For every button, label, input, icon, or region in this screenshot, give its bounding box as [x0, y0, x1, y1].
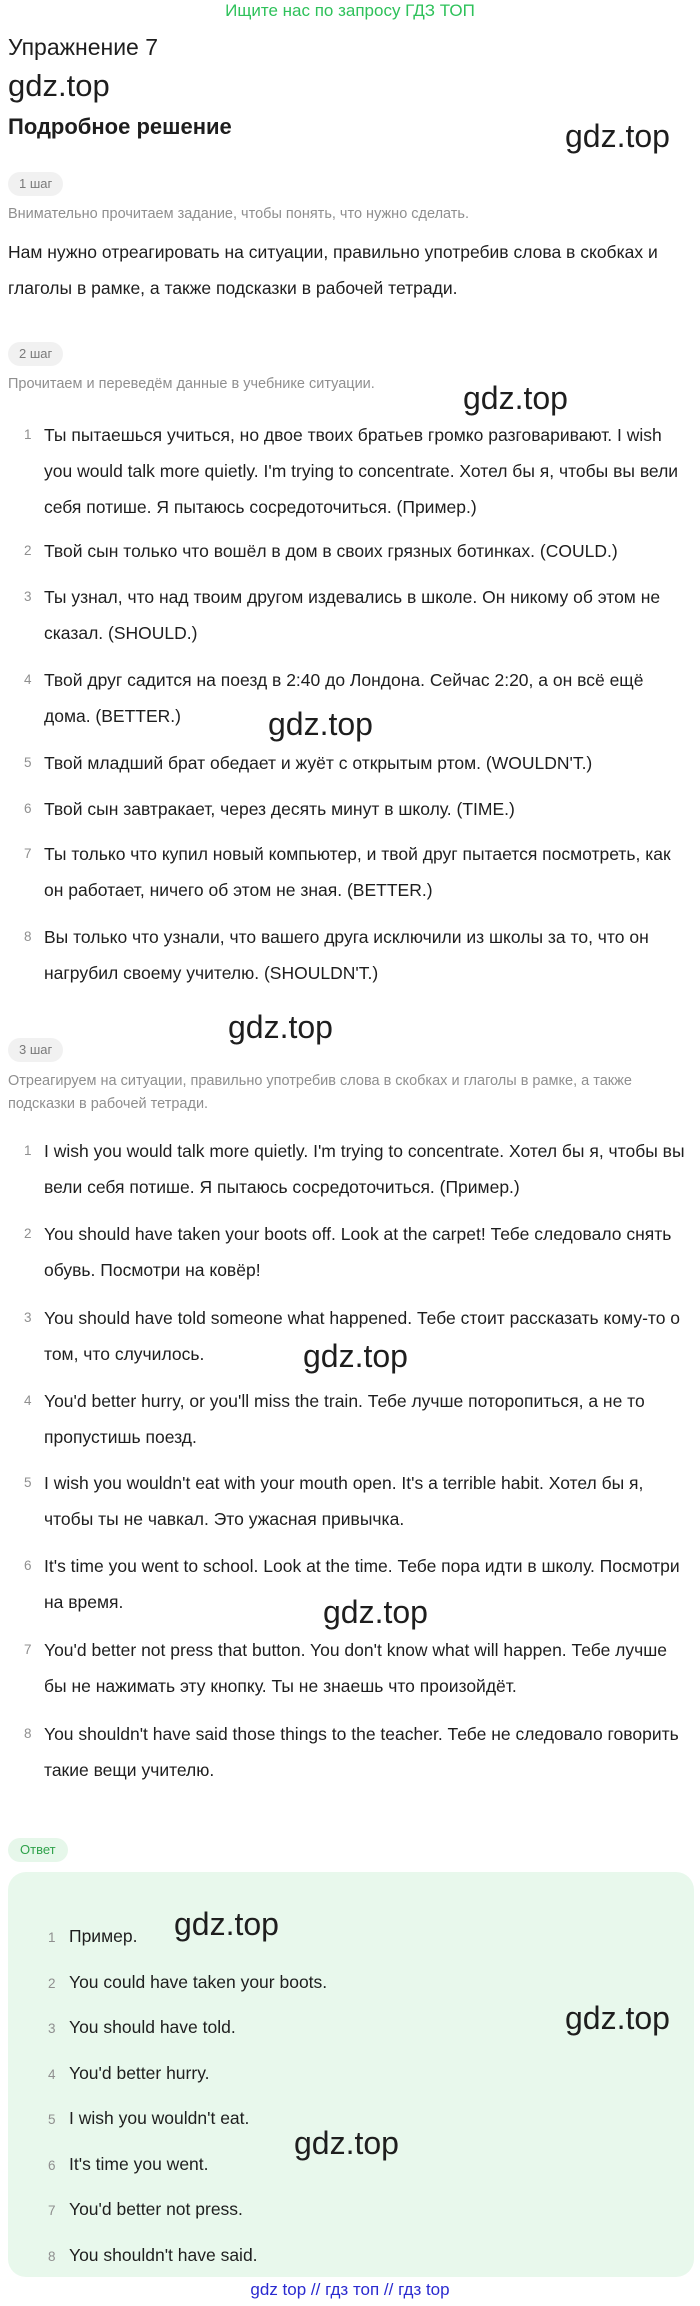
item-text: You could have taken your boots. [69, 1972, 328, 1992]
watermark: gdz.top [323, 1594, 428, 1630]
watermark: gdz.top [303, 1338, 408, 1374]
item-number: 3 [48, 2021, 56, 2036]
item-text: Ты только что купил новый компьютер, и твой друг пытается посмотреть, как он работает, ничего об этом не зная. (BETTER.) [44, 844, 671, 900]
item-number: 2 [24, 543, 32, 558]
item-number: 1 [24, 1143, 32, 1158]
item-text: You'd better not press that button. You don't know what will happen. Тебе лучше бы не нажимать эту кнопку. Ты не знаешь что произойдёт. [44, 1640, 668, 1696]
watermark: gdz.top [174, 1906, 279, 1942]
watermark: gdz.top [463, 380, 568, 416]
step-2-item [24, 579, 688, 651]
step-1-hint: Внимательно прочитаем задание, чтобы понять, что нужно сделать. [8, 206, 470, 222]
step-3-item [24, 1383, 688, 1455]
item-number: 4 [24, 1393, 32, 1408]
step-2-hint: Прочитаем и переведём данные в учебнике ситуации. [8, 376, 375, 392]
item-number: 2 [24, 1226, 32, 1241]
item-text: Твой друг садится на поезд в 2:40 до Лондона. Сейчас 2:20, а он всё ещё дома. (BETTER.) [44, 670, 644, 726]
item-number: 8 [24, 929, 32, 944]
step-3-item [24, 1216, 688, 1288]
item-number: 5 [24, 1475, 32, 1490]
item-number: 6 [24, 801, 32, 816]
answer-item [48, 2151, 209, 2179]
item-text: Твой младший брат обедает и жуёт с открытым ртом. (WOULDN'T.) [44, 753, 593, 773]
step-3-hint: Отреагируем на ситуации, правильно употребив слова в скобках и глаголы в рамке, а также подсказки в рабочей тетради. [8, 1073, 632, 1112]
step-2-item [24, 919, 688, 991]
step-3-item [24, 1632, 688, 1704]
step-3-item [24, 1716, 688, 1788]
step-1-badge: 1 шаг [8, 172, 63, 196]
item-number: 7 [24, 846, 32, 861]
item-text: Ты узнал, что над твоим другом издевались в школе. Он никому об этом не сказал. (SHOULD.) [44, 587, 661, 643]
item-number: 3 [24, 1310, 32, 1325]
item-number: 8 [24, 1726, 32, 1741]
footer-links[interactable]: gdz top // гдз топ // гдз top [250, 2280, 450, 2299]
item-number: 2 [48, 1976, 56, 1991]
step-2-item [24, 533, 688, 569]
watermark: gdz.top [565, 2000, 670, 2036]
item-text: Пример. [69, 1926, 138, 1946]
answer-item [48, 2105, 249, 2133]
step-2-item [24, 836, 688, 908]
step-3-item [24, 1465, 688, 1537]
step-3-badge: 3 шаг [8, 1038, 63, 1062]
exercise-title: Упражнение 7 [8, 34, 159, 60]
solution-heading: Подробное решение [8, 114, 232, 139]
item-number: 1 [48, 1930, 56, 1945]
item-number: 8 [48, 2249, 56, 2264]
step-2-badge: 2 шаг [8, 342, 63, 366]
step-1-text: Нам нужно отреагировать на ситуации, правильно употребив слова в скобках и глаголы в рамке, а также подсказки в рабочей тетради. [8, 242, 658, 298]
item-text: Твой сын только что вошёл в дом в своих грязных ботинках. (COULD.) [44, 541, 618, 561]
item-number: 3 [24, 589, 32, 604]
watermark: gdz.top [565, 118, 670, 154]
item-number: 6 [24, 1558, 32, 1573]
search-banner[interactable]: Ищите нас по запросу ГДЗ ТОП [225, 1, 475, 20]
item-text: I wish you would talk more quietly. I'm trying to concentrate. Хотел бы я, чтобы вы вели себя потише. Я пытаюсь сосредоточиться. (Пример.) [44, 1141, 685, 1197]
step-2-item [24, 791, 688, 827]
item-text: You'd better not press. [69, 2199, 243, 2219]
item-text: You should have told. [69, 2017, 236, 2037]
item-number: 7 [48, 2203, 56, 2218]
answer-badge: Ответ [8, 1838, 68, 1862]
item-text: I wish you wouldn't eat with your mouth open. It's a terrible habit. Хотел бы я, чтобы ты не чавкал. Это ужасная привычка. [44, 1473, 644, 1529]
watermark: gdz.top [268, 706, 373, 742]
step-2-item [24, 745, 688, 781]
item-text: Вы только что узнали, что вашего друга исключили из школы за то, что он нагрубил своему учителю. (SHOULDN'T.) [44, 927, 649, 983]
item-text: It's time you went to school. Look at the time. Тебе пора идти в школу. Посмотри на время. [44, 1556, 680, 1612]
watermark: gdz.top [228, 1009, 333, 1045]
item-number: 4 [48, 2067, 56, 2082]
answer-item [48, 1923, 137, 1951]
item-number: 7 [24, 1642, 32, 1657]
step-3-item [24, 1133, 688, 1205]
item-text: It's time you went. [69, 2154, 209, 2174]
site-title: gdz.top [8, 68, 110, 103]
answer-item [48, 2196, 243, 2224]
item-text: I wish you wouldn't eat. [69, 2108, 250, 2128]
item-text: You should have taken your boots off. Look at the carpet! Тебе следовало снять обувь. Посмотри на ковёр! [44, 1224, 672, 1280]
item-text: You'd better hurry, or you'll miss the train. Тебе лучше поторопиться, а не то пропустишь поезд. [44, 1391, 645, 1447]
item-text: You shouldn't have said those things to the teacher. Тебе не следовало говорить такие вещи учителю. [44, 1724, 679, 1780]
step-2-item [24, 417, 688, 525]
item-text: You shouldn't have said. [69, 2245, 258, 2265]
answer-item [48, 2242, 258, 2270]
item-text: Твой сын завтракает, через десять минут в школу. (TIME.) [44, 799, 515, 819]
item-number: 1 [24, 427, 32, 442]
watermark: gdz.top [294, 2125, 399, 2161]
item-number: 5 [24, 755, 32, 770]
item-text: Ты пытаешься учиться, но двое твоих братьев громко разговаривают. I wish you would talk more quietly. I'm trying to concentrate. Хотел бы я, чтобы вы вели себя потише. Я пытаюсь сосредоточиться. (Пример.) [44, 425, 679, 517]
item-text: You'd better hurry. [69, 2063, 210, 2083]
item-number: 6 [48, 2158, 56, 2173]
item-text: You should have told someone what happened. Тебе стоит рассказать кому-то о том, что случилось. [44, 1308, 681, 1364]
answer-item [48, 2060, 210, 2088]
item-number: 4 [24, 672, 32, 687]
answer-item [48, 1969, 327, 1997]
answer-item [48, 2014, 236, 2042]
item-number: 5 [48, 2112, 56, 2127]
